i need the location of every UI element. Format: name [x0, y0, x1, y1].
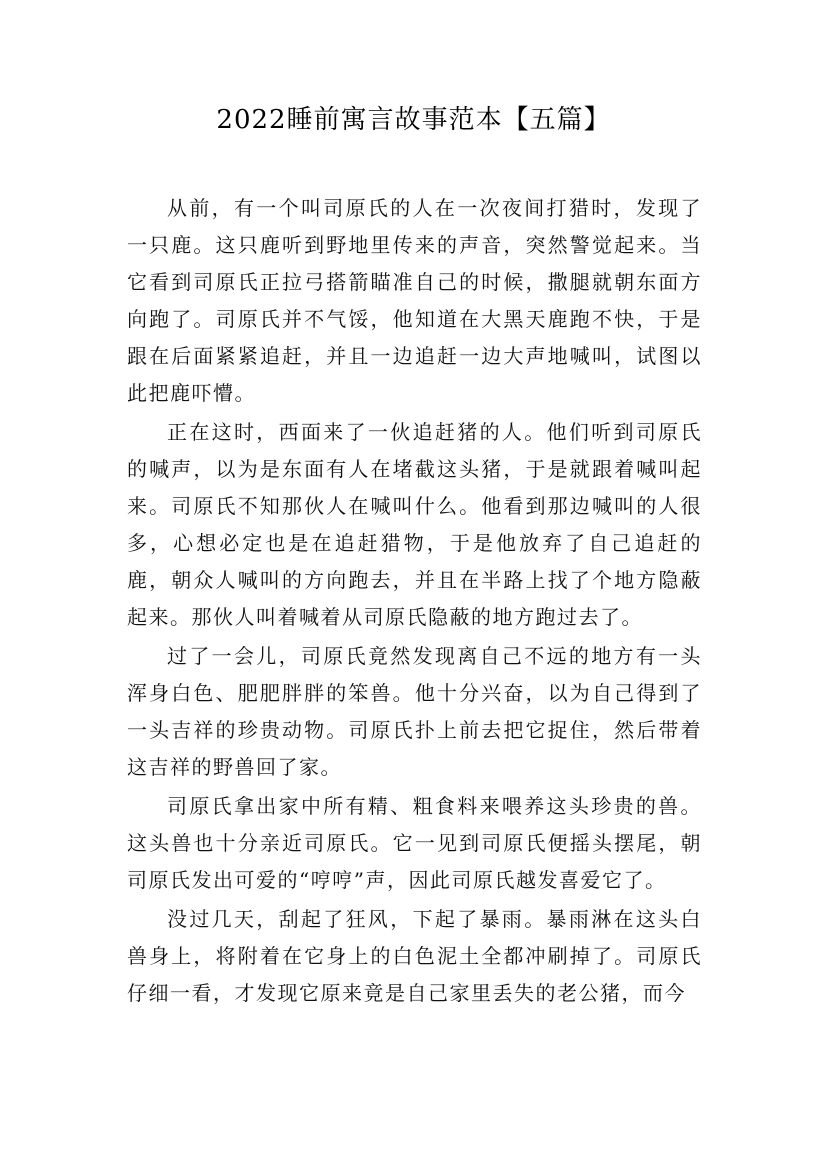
paragraph-3: 过了一会儿，司原氏竟然发现离自己不远的地方有一头浑身白色、肥肥胖胖的笨兽。他十分兴奋，以为自己得到了一头吉祥的珍贵动物。司原氏扑上前去把它捉住，然后带着这吉祥的野兽回了家。 — [127, 644, 702, 779]
page-title: 2022睡前寓言故事范本【五篇】 — [216, 105, 611, 135]
paragraph-1: 从前，有一个叫司原氏的人在一次夜间打猎时，发现了一只鹿。这只鹿听到野地里传来的声音，突然警觉起来。当它看到司原氏正拉弓搭箭瞄准自己的时候，撒腿就朝东面方向跑了。司原氏并不气馁，他知道在大黑天鹿跑不快，于是跟在后面紧紧追赶，并且一边追赶一边大声地喊叫，试图以此把鹿吓懵。 — [127, 196, 702, 405]
paragraph-2: 正在这时，西面来了一伙追赶猪的人。他们听到司原氏的喊声，以为是东面有人在堵截这头猪，于是就跟着喊叫起来。司原氏不知那伙人在喊叫什么。他看到那边喊叫的人很多，心想必定也是在追赶猎物，于是他放弃了自己追赶的鹿，朝众人喊叫的方向跑去，并且在半路上找了个地方隐蔽起来。那伙人叫着喊着从司原氏隐蔽的地方跑过去了。 — [127, 420, 702, 629]
document-body — [127, 190, 702, 1012]
paragraph-5: 没过几天，刮起了狂风，下起了暴雨。暴雨淋在这头白兽身上，将附着在它身上的白色泥土全都冲刷掉了。司原氏仔细一看，才发现它原来竟是自己家里丢失的老公猪，而今 — [127, 907, 702, 1005]
paragraph-4: 司原氏拿出家中所有精、粗食料来喂养这头珍贵的兽。这头兽也十分亲近司原氏。它一见到司原氏便摇头摆尾，朝司原氏发出可爱的“哼哼”声，因此司原氏越发喜爱它了。 — [127, 794, 702, 892]
